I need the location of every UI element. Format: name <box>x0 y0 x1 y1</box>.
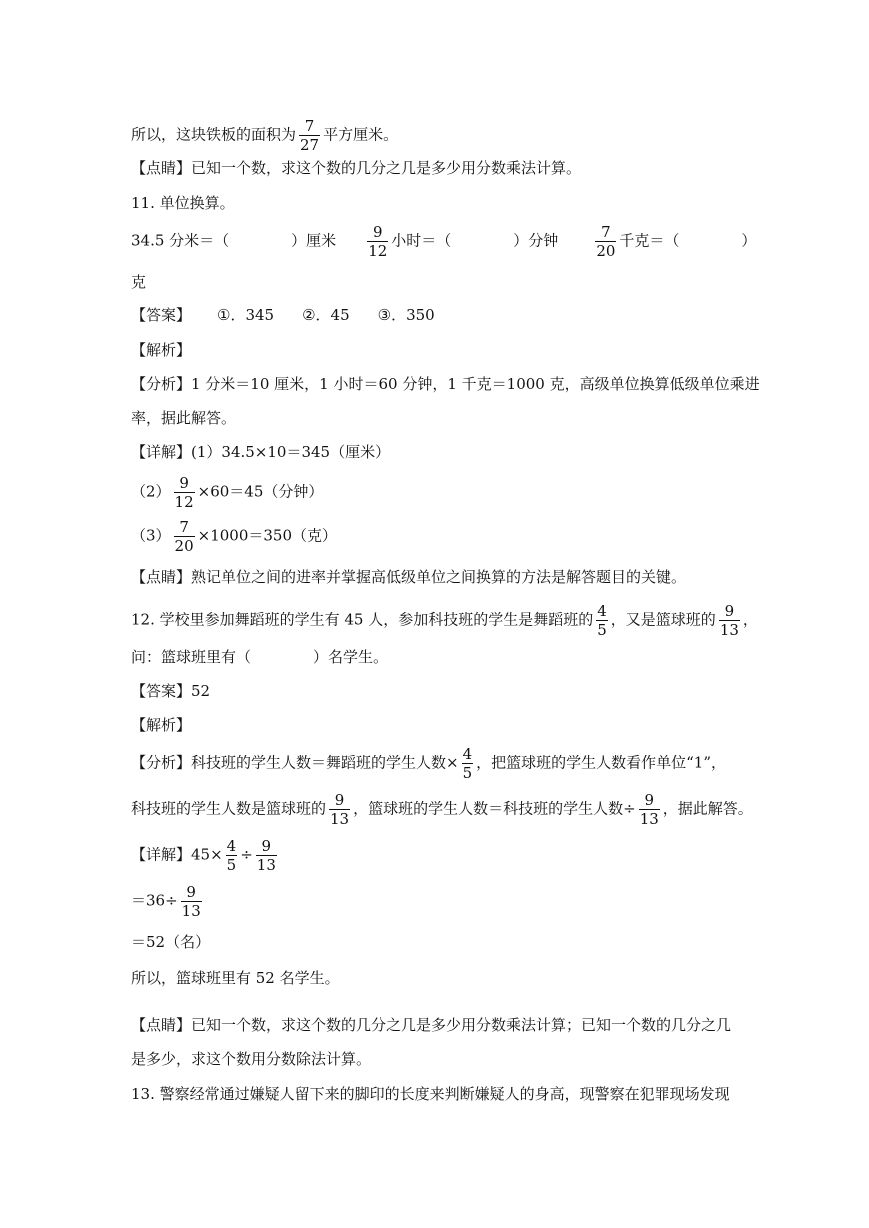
q12-text: ， <box>742 610 758 629</box>
fraction: $\frac{9}{13}$ <box>719 602 739 639</box>
q11-fenxi-1: 【分析】1 分米＝10 厘米，1 小时＝60 分钟，1 千克＝1000 克，高级单位换算低级单位乘进 <box>131 375 760 393</box>
q12-text: 问：篮球班里有（ <box>131 648 252 666</box>
q11-jiexi: 【解析】 <box>131 341 192 359</box>
operator: ÷ <box>240 845 253 864</box>
q12-text: ，把篮球班的学生人数看作单位“1”， <box>476 753 727 772</box>
q12-xiangjie-2 <box>131 883 205 920</box>
q11-part2-b: ）分钟 <box>513 231 559 250</box>
answer-1: ①．345 <box>217 306 275 324</box>
fraction: $\frac{7}{20}$ <box>596 223 616 260</box>
q11-dianjing: 【点睛】熟记单位之间的进率并掌握高低级单位之间换算的方法是解答题目的关键。 <box>131 568 687 586</box>
step-expression: ×60＝45（分钟） <box>197 482 324 501</box>
q12-text: 科技班的学生人数是篮球班的 <box>131 799 327 818</box>
q11-part1-a: 34.5 分米＝（ <box>131 231 230 250</box>
fraction: $\frac{9}{13}$ <box>639 791 659 828</box>
q11-xiangjie-1: 【详解】(1）34.5×10＝345（厘米） <box>131 443 391 461</box>
step-prefix: （2） <box>131 482 171 501</box>
q12-fenxi-2 <box>131 791 753 828</box>
q12-title-1 <box>131 602 758 639</box>
q10-dianjing: 【点睛】已知一个数，求这个数的几分之几是多少用分数乘法计算。 <box>131 159 582 177</box>
q10-conclusion-suffix: 平方厘米。 <box>323 125 399 144</box>
q10-conclusion <box>131 117 398 154</box>
fraction: $\frac{7}{20}$ <box>174 518 194 555</box>
q10-conclusion-prefix: 所以，这块铁板的面积为 <box>131 125 297 144</box>
q12-title-2 <box>131 647 388 667</box>
answer-2: ②．45 <box>302 306 350 324</box>
q11-answer <box>131 305 435 325</box>
q12-jiexi: 【解析】 <box>131 716 192 734</box>
q11-xiangjie-3 <box>131 518 337 555</box>
q12-text: 【详解】45× <box>131 845 223 864</box>
q12-fenxi-1 <box>131 745 726 782</box>
step-expression: ×1000＝350（克） <box>197 526 338 545</box>
fraction: $\frac{9}{13}$ <box>181 883 201 920</box>
q12-text: ，据此解答。 <box>662 799 753 818</box>
q12-text: ，篮球班的学生人数＝科技班的学生人数÷ <box>353 799 636 818</box>
q11-part2-a: 小时＝（ <box>391 231 452 250</box>
fraction: $\frac{4}{5}$ <box>597 602 607 639</box>
q11-part1-b: ）厘米 <box>291 231 337 250</box>
fraction: $\frac{9}{13}$ <box>330 791 350 828</box>
q12-xiangjie-3: ＝52（名） <box>131 933 211 951</box>
q11-part3-a: 千克＝（ <box>619 231 680 250</box>
fraction: $\frac{9}{12}$ <box>368 223 388 260</box>
q12-conclusion: 所以，篮球班里有 52 名学生。 <box>131 969 340 987</box>
fraction: $\frac{7}{27}$ <box>300 117 320 154</box>
fraction: $\frac{9}{13}$ <box>256 837 276 874</box>
q12-text: 【分析】科技班的学生人数＝舞蹈班的学生人数× <box>131 753 459 772</box>
q12-dianjing-2: 是多少，求这个数用分数除法计算。 <box>131 1050 372 1068</box>
q12-dianjing-1: 【点睛】已知一个数，求这个数的几分之几是多少用分数乘法计算；已知一个数的几分之几 <box>131 1016 732 1034</box>
fraction: $\frac{4}{5}$ <box>226 837 237 874</box>
q12-text: 12. 学校里参加舞蹈班的学生有 45 人，参加科技班的学生是舞蹈班的 <box>131 610 594 629</box>
q11-title: 11. 单位换算。 <box>131 194 235 212</box>
q12-xiangjie-1 <box>131 837 280 874</box>
q12-text: ＝36÷ <box>131 891 178 910</box>
q12-text: ）名学生。 <box>313 648 389 666</box>
answer-label: 【答案】 <box>131 306 192 324</box>
q11-problem-row <box>131 223 757 260</box>
q11-part3-b: ） <box>741 231 757 250</box>
q12-answer: 【答案】52 <box>131 682 211 700</box>
step-prefix: （3） <box>131 526 171 545</box>
q11-unit-wrap: 克 <box>131 273 147 291</box>
q11-xiangjie-2 <box>131 474 323 511</box>
q13-title: 13. 警察经常通过嫌疑人留下来的脚印的长度来判断嫌疑人的身高，现警察在犯罪现场发现 <box>131 1085 730 1103</box>
q11-fenxi-2: 率，据此解答。 <box>131 409 237 427</box>
answer-3: ③．350 <box>377 306 435 324</box>
fraction: $\frac{4}{5}$ <box>462 745 473 782</box>
q12-text: ，又是篮球班的 <box>610 610 716 629</box>
fraction: $\frac{9}{12}$ <box>174 474 194 511</box>
